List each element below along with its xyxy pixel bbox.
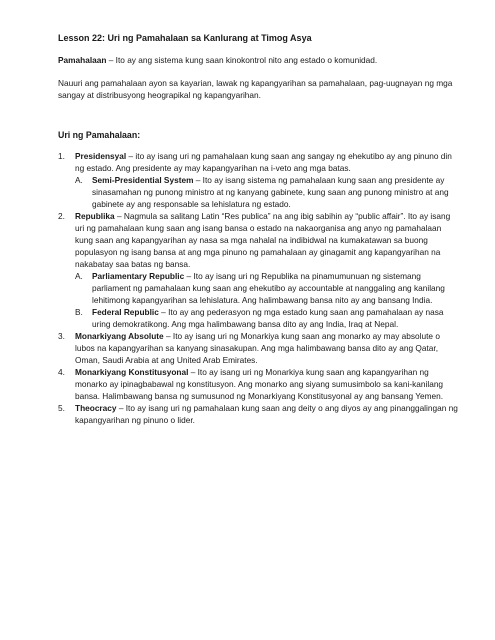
sub-item-text: – Ito ay ang pederasyon ng mga estado kung saan ang pamahalaan ay nasa uring demokratikong. Ang mga halimbawang bansa dito ay ang India, Iraq at Nepal. [92, 307, 444, 329]
government-types-list [58, 150, 458, 426]
sub-item-letter: B. [75, 307, 83, 317]
list-item-text: – Ito ay isang uri ng Monarkiya kung saan ang kapangyarihan ng monarko ay ipinagbabawal ng konstitusyon. Ang monarko ang siyang sumusimbolo sa kani-kanilang bansa. Halimbawang bansa ng sumusunod ng Monarkiyang Konstitusyonal ay ang bansang Yemen. [75, 367, 444, 401]
sub-list-item [75, 306, 458, 330]
sub-item-letter: A. [75, 175, 83, 185]
list-item-term: Presidensyal [75, 151, 127, 161]
sub-item-text: – Ito ay isang sistema ng pamahalaan kung saan ang presidente ay sinasamahan ng punong ministro at ng kanyang gabinete, kung saan ang punong ministro at ang gabinete ay ang responsable sa lehislatura ng estado. [92, 175, 449, 209]
list-item [58, 330, 458, 366]
sub-item-term: Federal Republic [92, 307, 159, 317]
list-item-text: – Ito ay isang uri ng Monarkiya kung saan ang monarko ay may absolute o lubos na kapangyarihan sa kanyang sinasakupan. Ang mga halimbawang bansa dito ay ang Qatar, Oman, Saudi Arabia at ang United Arab Emirates. [75, 331, 440, 365]
sub-list-item [75, 270, 458, 306]
list-item [58, 210, 458, 330]
sub-item-term: Semi-Presidential System [92, 175, 194, 185]
list-item-text: – Ito ay isang uri ng pamahalaan kung saan ang deity o ang diyos ay ang pinanggalingan ng kapangyarihan ng pinuno o lider. [75, 403, 458, 425]
list-item-term: Republika [75, 211, 115, 221]
definition-text: – Ito ay ang sistema kung saan kinokontrol nito ang estado o komunidad. [106, 55, 378, 65]
list-item-number: 4. [58, 367, 65, 377]
list-item-text: – ito ay isang uri ng pamahalaan kung saan ang sangay ng ehekutibo ay ang pinuno din ng estado. Ang presidente ay may kapangyarihan na i-veto ang mga batas. [75, 151, 452, 173]
intro-paragraph: Nauuri ang pamahalaan ayon sa kayarian, lawak ng kapangyarihan sa pamahalaan, pag-uugnayan ng mga sangay at distribusyong heograpikal ng kapangyarihan. [58, 78, 453, 100]
list-item [58, 366, 458, 402]
list-item-number: 2. [58, 211, 65, 221]
list-item [58, 150, 458, 210]
sub-list-item [75, 174, 458, 210]
list-item-term: Monarkiyang Konstitusyonal [75, 367, 189, 377]
list-item-term: Theocracy [75, 403, 117, 413]
list-item-term: Monarkiyang Absolute [75, 331, 164, 341]
list-item [58, 402, 458, 426]
definition-paragraph [58, 54, 458, 66]
list-item-number: 1. [58, 151, 65, 161]
sub-item-text: – Ito ay isang uri ng Republika na pinamumunuan ng sistemang parliament ng pamahalaan kung saan ang ehekutibo ay accountable at nanggaling ang kanilang lehitimong kapangyarihan sa lehislatura. Ang halimbawang bansa nito ay ang bansang India. [92, 271, 445, 305]
definition-term: Pamahalaan [58, 55, 107, 65]
section-heading: Uri ng Pamahalaan: [58, 130, 141, 140]
sub-item-term: Parliamentary Republic [92, 271, 185, 281]
list-item-number: 3. [58, 331, 65, 341]
list-item-number: 5. [58, 403, 65, 413]
page-title: Lesson 22: Uri ng Pamahalaan sa Kanlurang at Timog Asya [58, 33, 312, 43]
sub-item-letter: A. [75, 271, 83, 281]
list-item-text: – Nagmula sa salitang Latin “Res publica” na ang ibig sabihin ay “public affair”. Ito ay isang uri ng pamahalaan kung saan ang isang bansa o estado na nakaorganisa ang anyo ng pamahalaan kung saan ang kapangyarihan ay nasa sa mga nahalal na indibidwal na kumakatawan sa buong populasyon ng isang bansa at ang mga pinuno ng pamahalaan ay ginagamit ang kapangyarihan na nakabatay saa batas ng bansa. [75, 211, 451, 269]
